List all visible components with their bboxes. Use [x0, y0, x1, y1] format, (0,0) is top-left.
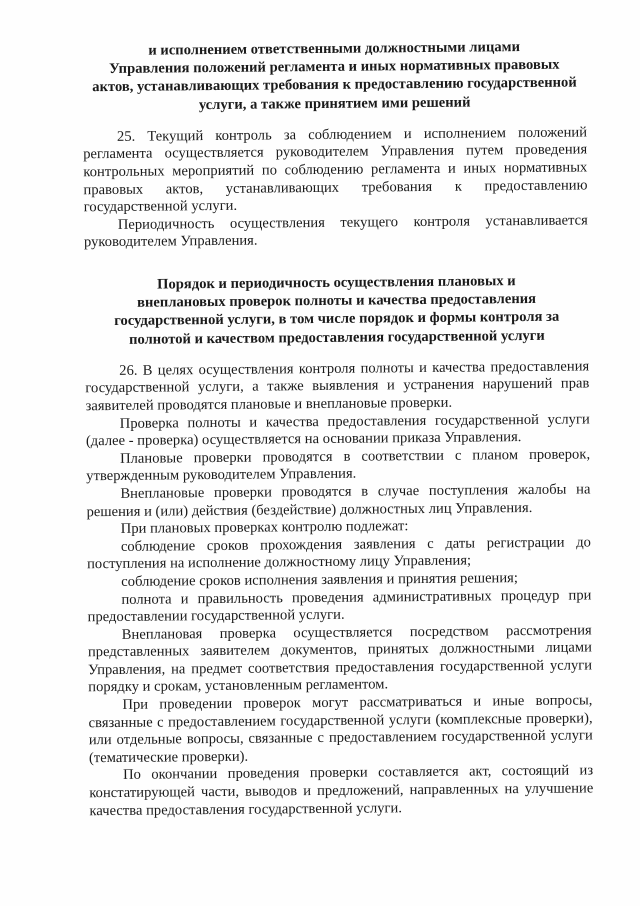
section-heading-control — [82, 37, 587, 115]
paragraph: По окончании проведения проверки составляется акт, состоящий из констатирующей части, выводов и предложений, направленных на улучшение качества предоставления государственной услуги. — [89, 762, 594, 819]
heading-line: Управления положений регламента и иных нормативных правовых — [109, 56, 560, 78]
paragraph: полнота и правильность проведения административных процедур при предоставлении государственной услуги. — [87, 586, 592, 626]
paragraph: 25. Текущий контроль за соблюдением и исполнением положений регламента осуществляется руководителем Управления путем проведения контрольных мероприятий по соблюдению регламента и иных нормативных правовых актов, устанавливающих требования к предоставлению государственной услуги. — [83, 124, 588, 216]
heading-line: государственной услуги, в том числе порядок и формы контроля за — [114, 309, 560, 330]
paragraph: Плановые проверки проводятся в соответствии с планом проверок, утвержденным руководителем Управления. — [86, 446, 591, 485]
paragraph: Внеплановая проверка осуществляется посредством рассмотрения представленных заявителем документов, принятых должностными лицами Управления, на предмет соответствия предоставления государственной услуги порядку и срокам, установленным регламентом. — [87, 622, 593, 696]
heading-line: актов, устанавливающих требования к предоставлению государственной — [92, 74, 577, 96]
heading-line: услуги, а также принятием ими решений — [198, 94, 471, 113]
paragraph: соблюдение сроков исполнения заявления и принятия решения; — [121, 570, 518, 590]
paragraph: При проведении проверок могут рассматриваться и иные вопросы, связанные с предоставлением государственной услуги (комплексные проверки), или отдельные вопросы, связанные с предоставлением государственной услуги (тематические проверки). — [88, 692, 593, 767]
paragraph: При плановых проверках контролю подлежат: — [120, 518, 409, 538]
heading-line: Порядок и периодичность осуществления плановых и — [157, 273, 516, 293]
heading-line: и исполнением ответственными должностными лицами — [148, 39, 521, 59]
paragraph: соблюдение сроков прохождения заявления с даты регистрации до поступления на исполнение должностному лицу Управления; — [87, 534, 591, 573]
heading-line: полнотой и качеством предоставления государственной услуги — [128, 327, 545, 348]
section-heading-inspections — [84, 271, 589, 349]
paragraph: Проверка полноты и качества предоставления государственной услуги (далее - проверка) осуществляется на основании приказа Управления. — [85, 410, 590, 450]
heading-line: внеплановых проверок полноты и качества предоставления — [137, 291, 537, 311]
paragraph: Периодичность осуществления текущего контроля устанавливается руководителем Управления. — [83, 212, 588, 251]
paragraph: 26. В целях осуществления контроля полноты и качества предоставления государственной услуги, а также выявления и устранения нарушений прав заявителей проводятся плановые и внеплановые проверки. — [85, 358, 590, 415]
paragraph: Внеплановые проверки проводятся в случае поступления жалобы на решения и (или) действия (бездействие) должностных лиц Управления. — [86, 481, 591, 520]
